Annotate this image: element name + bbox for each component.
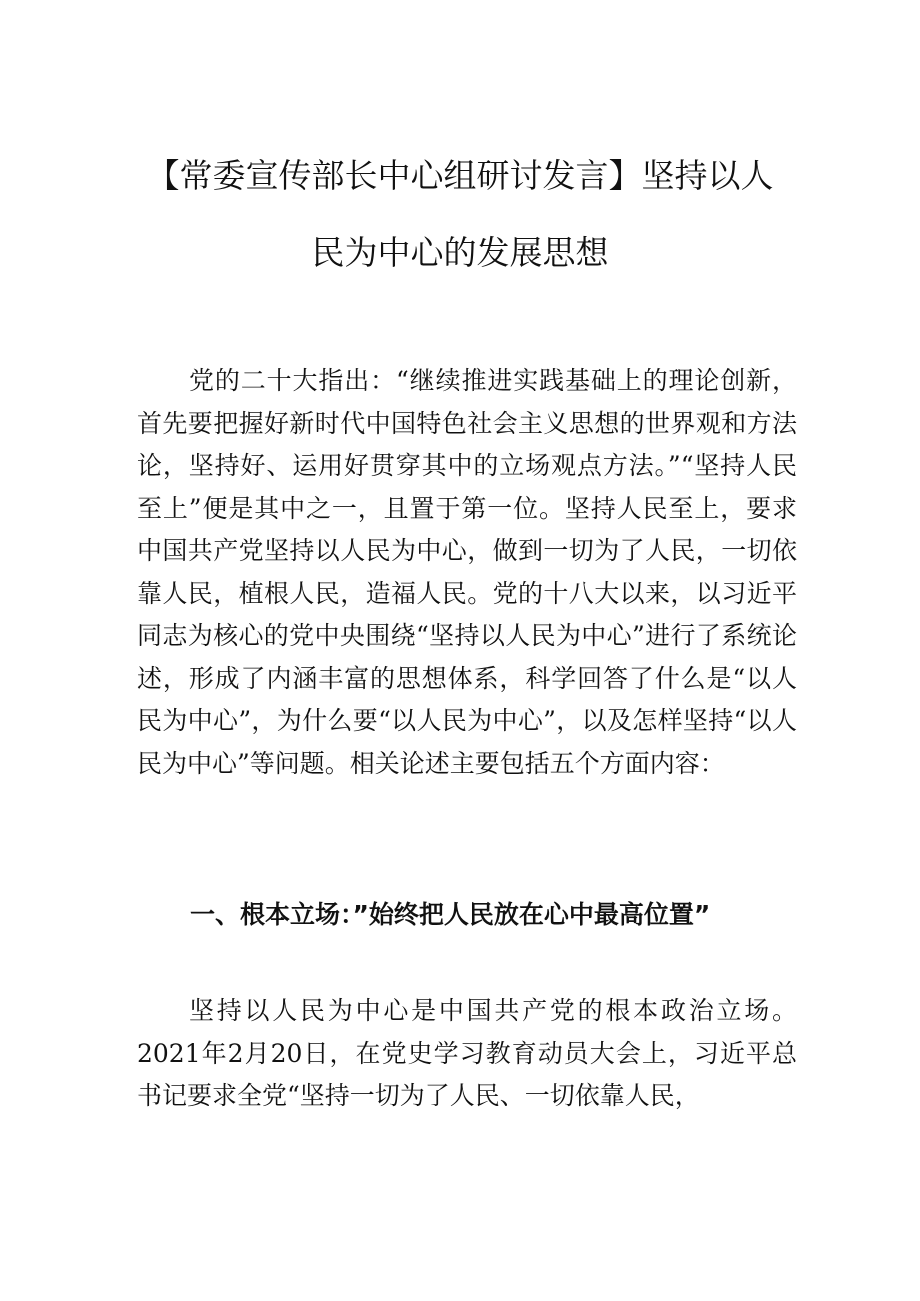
document-title-line-1: 【常委宣传部长中心组研讨发言】坚持以人 bbox=[146, 156, 774, 195]
document-title-line-2: 民为中心的发展思想 bbox=[311, 233, 609, 272]
intro-paragraph: 党的二十大指出：“继续推进实践基础上的理论创新，首先要把握好新时代中国特色社会主义思想的世界观和方法论，坚持好、运用好贯穿其中的立场观点方法。”“坚持人民至上”便是其中之一，且置于第一位。坚持人民至上，要求中国共产党坚持以人民为中心，做到一切为了人民，一切依靠人民，植根人民，造福人民。党的十八大以来，以习近平同志为核心的党中央围绕“坚持以人民为中心”进行了系统论述，形成了内涵丰富的思想体系，科学回答了什么是“以人民为中心”，为什么要“以人民为中心”，以及怎样坚持“以人民为中心”等问题。相关论述主要包括五个方面内容： bbox=[137, 366, 797, 778]
section-1-paragraph: 坚持以人民为中心是中国共产党的根本政治立场。2021年2月20日，在党史学习教育动员大会上，习近平总书记要求全党“坚持一切为了人民、一切依靠人民， bbox=[137, 996, 797, 1110]
section-heading-1: 一、根本立场：”始终把人民放在心中最高位置” bbox=[190, 900, 711, 929]
